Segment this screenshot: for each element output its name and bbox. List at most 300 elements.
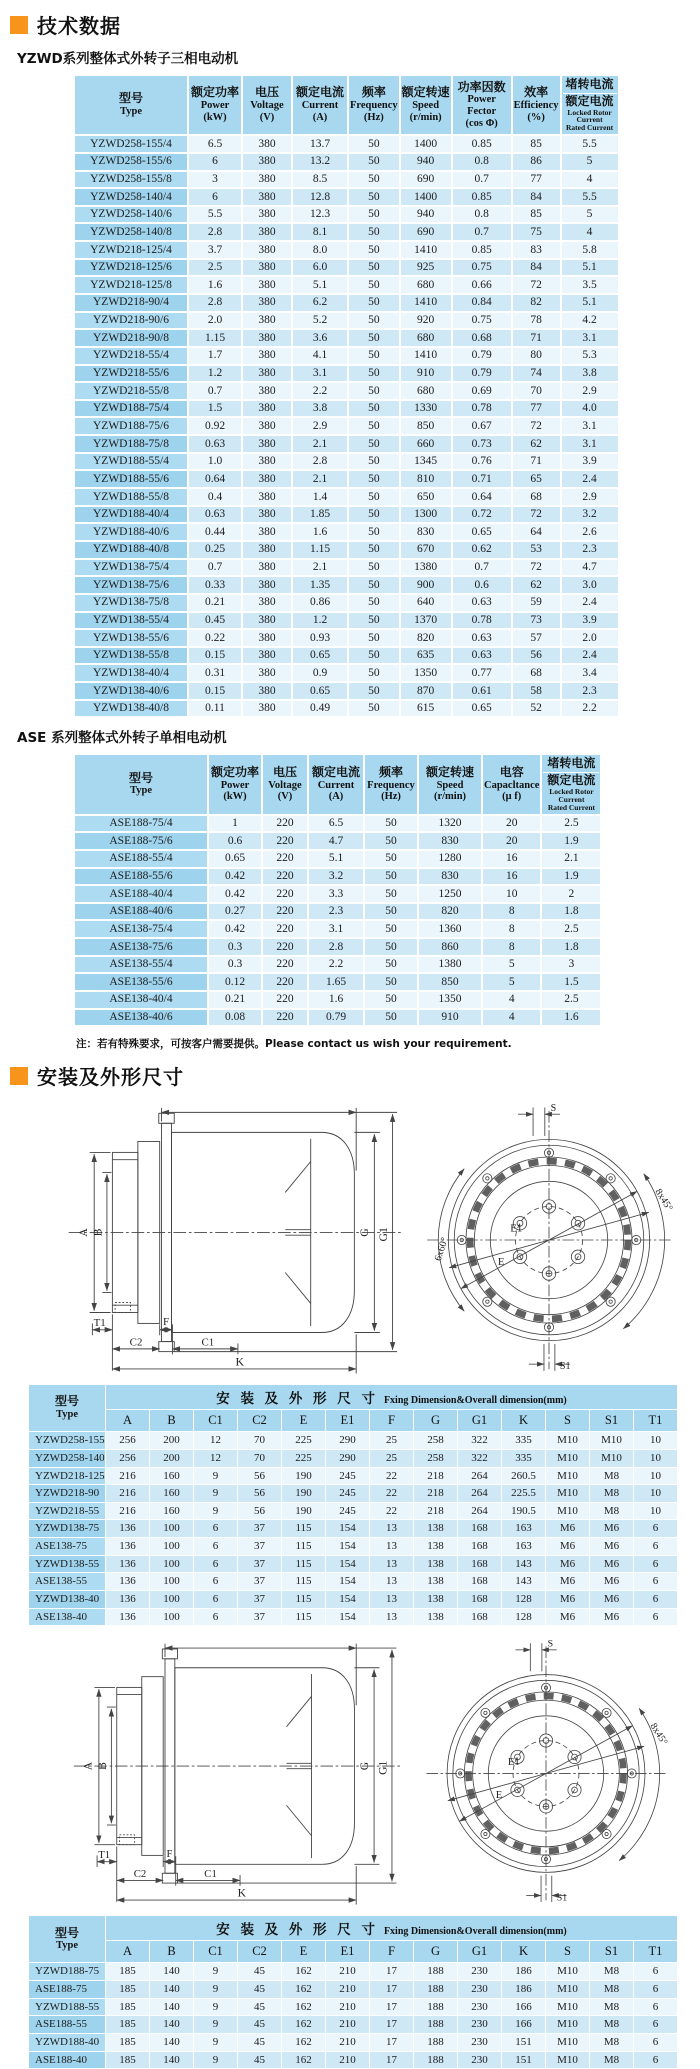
- value-cell: 50: [349, 401, 399, 417]
- value-cell: 264: [458, 1485, 501, 1502]
- value-cell: 2.3: [309, 904, 363, 920]
- type-cell: YZWD138-40/4: [75, 665, 187, 681]
- table-row: [29, 1999, 677, 2016]
- value-cell: 83: [513, 242, 560, 258]
- value-cell: 57: [513, 630, 560, 646]
- value-cell: 25: [370, 1450, 413, 1467]
- value-cell: 0.78: [453, 401, 511, 417]
- value-cell: 37: [238, 1556, 281, 1573]
- value-cell: 380: [243, 524, 291, 540]
- value-cell: 160: [150, 1503, 193, 1520]
- section-dimensions: [10, 1061, 700, 1090]
- value-cell: M10: [546, 1432, 589, 1449]
- value-cell: 0.64: [189, 471, 241, 487]
- value-cell: 220: [263, 974, 307, 990]
- type-cell: ASE188-40/4: [75, 886, 207, 902]
- section-title: 技术数据: [37, 14, 121, 38]
- value-cell: M6: [590, 1573, 633, 1590]
- value-cell: 9: [194, 2034, 237, 2051]
- value-cell: 2.1: [293, 471, 347, 487]
- col-header-type: 型号 Type: [75, 76, 187, 134]
- value-cell: 0.44: [189, 524, 241, 540]
- value-cell: 380: [243, 507, 291, 523]
- col-header-frequency: 频率 Frequency (Hz): [365, 755, 417, 813]
- value-cell: 1.4: [293, 489, 347, 505]
- value-cell: 45: [238, 1963, 281, 1980]
- type-cell: YZWD138-55: [29, 1556, 105, 1573]
- table-row: [75, 436, 618, 452]
- value-cell: 5.1: [562, 295, 618, 311]
- type-cell: YZWD258-155/8: [75, 172, 187, 188]
- value-cell: 50: [349, 613, 399, 629]
- table-row: [75, 277, 618, 293]
- table-row: [75, 418, 618, 434]
- value-cell: 50: [349, 542, 399, 558]
- value-cell: 50: [349, 366, 399, 382]
- value-cell: 0.65: [453, 701, 511, 717]
- value-cell: 2.4: [562, 648, 618, 664]
- type-cell: ASE138-40/4: [75, 992, 207, 1008]
- value-cell: 380: [243, 665, 291, 681]
- value-cell: 380: [243, 172, 291, 188]
- value-cell: 100: [150, 1573, 193, 1590]
- value-cell: 290: [326, 1432, 369, 1449]
- ase-spec-table: [73, 753, 602, 1027]
- value-cell: 1.9: [542, 869, 600, 885]
- value-cell: 77: [513, 401, 560, 417]
- value-cell: M6: [590, 1591, 633, 1608]
- value-cell: 8.0: [293, 242, 347, 258]
- value-cell: 9: [194, 1503, 237, 1520]
- value-cell: 59: [513, 595, 560, 611]
- value-cell: 870: [401, 683, 451, 699]
- value-cell: 0.6: [453, 577, 511, 593]
- value-cell: 0.3: [209, 939, 261, 955]
- value-cell: 1.65: [309, 974, 363, 990]
- value-cell: 1.6: [189, 277, 241, 293]
- dimension-table-2: [28, 1915, 678, 2069]
- value-cell: 8.1: [293, 224, 347, 240]
- value-cell: 380: [243, 701, 291, 717]
- value-cell: 6: [634, 2016, 677, 2033]
- value-cell: 6: [634, 1538, 677, 1555]
- value-cell: 380: [243, 136, 291, 152]
- table-row: [75, 665, 618, 681]
- value-cell: 335: [502, 1450, 545, 1467]
- value-cell: 13: [370, 1573, 413, 1590]
- value-cell: 162: [282, 1981, 325, 1998]
- value-cell: 12: [194, 1450, 237, 1467]
- type-cell: YZWD188-40/6: [75, 524, 187, 540]
- table-row: [29, 2016, 677, 2033]
- value-cell: 50: [349, 189, 399, 205]
- value-cell: 0.85: [453, 189, 511, 205]
- value-cell: 1.2: [189, 366, 241, 382]
- type-cell: YZWD258-140/4: [75, 189, 187, 205]
- value-cell: 1.6: [309, 992, 363, 1008]
- value-cell: 50: [349, 507, 399, 523]
- value-cell: 3.1: [293, 366, 347, 382]
- value-cell: 5.5: [562, 136, 618, 152]
- type-cell: ASE138-75/4: [75, 921, 207, 937]
- type-cell: YZWD188-55/8: [75, 489, 187, 505]
- value-cell: 13.2: [293, 154, 347, 170]
- table-row: [75, 330, 618, 346]
- value-cell: 20: [483, 816, 540, 832]
- value-cell: M10: [590, 1432, 633, 1449]
- dim-label-6x60: 6x60°: [432, 1235, 451, 1263]
- value-cell: M6: [590, 1538, 633, 1555]
- value-cell: 3.6: [293, 330, 347, 346]
- value-cell: 2.5: [189, 260, 241, 276]
- value-cell: M10: [590, 1450, 633, 1467]
- value-cell: 140: [150, 2034, 193, 2051]
- table-row: [75, 869, 600, 885]
- value-cell: 84: [513, 260, 560, 276]
- table-row: [75, 886, 600, 902]
- dimension-drawing-2: [0, 1632, 700, 1909]
- value-cell: 12: [194, 1432, 237, 1449]
- value-cell: 5.8: [562, 242, 618, 258]
- value-cell: 50: [349, 348, 399, 364]
- type-cell: ASE188-75/4: [75, 816, 207, 832]
- value-cell: 77: [513, 172, 560, 188]
- value-cell: 220: [263, 921, 307, 937]
- type-cell: ASE188-75/6: [75, 833, 207, 849]
- value-cell: 1.85: [293, 507, 347, 523]
- type-cell: YZWD218-90/8: [75, 330, 187, 346]
- table-row: [29, 1468, 677, 1485]
- type-cell: YZWD218-55/6: [75, 366, 187, 382]
- value-cell: 162: [282, 2016, 325, 2033]
- value-cell: 2.1: [542, 851, 600, 867]
- value-cell: 190.5: [502, 1503, 545, 1520]
- value-cell: 50: [349, 701, 399, 717]
- value-cell: 185: [106, 1981, 149, 1998]
- value-cell: 0.75: [453, 313, 511, 329]
- value-cell: 0.63: [453, 648, 511, 664]
- value-cell: 37: [238, 1573, 281, 1590]
- value-cell: 185: [106, 1999, 149, 2016]
- value-cell: 6: [194, 1520, 237, 1537]
- type-cell: ASE188-55: [29, 2016, 105, 2033]
- value-cell: 2.2: [293, 383, 347, 399]
- value-cell: 50: [349, 665, 399, 681]
- value-cell: 0.85: [453, 136, 511, 152]
- value-cell: 1345: [401, 454, 451, 470]
- dim-col-header: G: [414, 1941, 457, 1962]
- value-cell: 0.63: [453, 595, 511, 611]
- value-cell: 56: [238, 1503, 281, 1520]
- value-cell: 0.79: [309, 1010, 363, 1026]
- value-cell: 1320: [419, 816, 481, 832]
- value-cell: 68: [513, 489, 560, 505]
- value-cell: 1.15: [293, 542, 347, 558]
- value-cell: 162: [282, 2052, 325, 2069]
- value-cell: 3: [542, 957, 600, 973]
- value-cell: 6: [634, 1609, 677, 1626]
- value-cell: 3.2: [562, 507, 618, 523]
- value-cell: 50: [365, 939, 417, 955]
- value-cell: 17: [370, 1981, 413, 1998]
- value-cell: 380: [243, 489, 291, 505]
- value-cell: 5.1: [293, 277, 347, 293]
- col-header-power: 额定功率 Power (kW): [209, 755, 261, 813]
- value-cell: 0.4: [189, 489, 241, 505]
- type-cell: YZWD138-75: [29, 1520, 105, 1537]
- value-cell: 143: [502, 1556, 545, 1573]
- value-cell: 1350: [419, 992, 481, 1008]
- value-cell: 50: [365, 904, 417, 920]
- value-cell: 220: [263, 851, 307, 867]
- value-cell: 615: [401, 701, 451, 717]
- value-cell: 56: [238, 1485, 281, 1502]
- value-cell: 0.12: [209, 974, 261, 990]
- value-cell: 0.63: [189, 507, 241, 523]
- value-cell: 640: [401, 595, 451, 611]
- value-cell: 380: [243, 260, 291, 276]
- value-cell: 136: [106, 1591, 149, 1608]
- value-cell: 56: [238, 1468, 281, 1485]
- value-cell: 140: [150, 2016, 193, 2033]
- table-row: [29, 1609, 677, 1626]
- value-cell: 1: [209, 816, 261, 832]
- value-cell: 188: [414, 2052, 457, 2069]
- value-cell: 188: [414, 2016, 457, 2033]
- type-cell: YZWD188-40: [29, 2034, 105, 2051]
- value-cell: 50: [349, 154, 399, 170]
- value-cell: 380: [243, 577, 291, 593]
- value-cell: 256: [106, 1450, 149, 1467]
- value-cell: 1380: [419, 957, 481, 973]
- value-cell: 1.0: [189, 454, 241, 470]
- dim-col-header: E1: [326, 1941, 369, 1962]
- value-cell: 225: [282, 1432, 325, 1449]
- value-cell: 0.15: [189, 683, 241, 699]
- dim-col-header: F: [370, 1941, 413, 1962]
- value-cell: 71: [513, 330, 560, 346]
- value-cell: 45: [238, 2052, 281, 2069]
- value-cell: 72: [513, 560, 560, 576]
- value-cell: 143: [502, 1573, 545, 1590]
- value-cell: 690: [401, 224, 451, 240]
- value-cell: 154: [326, 1609, 369, 1626]
- value-cell: 188: [414, 1999, 457, 2016]
- value-cell: 0.72: [453, 507, 511, 523]
- value-cell: 154: [326, 1520, 369, 1537]
- value-cell: 220: [263, 957, 307, 973]
- value-cell: 9: [194, 1468, 237, 1485]
- value-cell: 1280: [419, 851, 481, 867]
- value-cell: 2.5: [542, 816, 600, 832]
- dim-col-header: G1: [458, 1410, 501, 1431]
- value-cell: 245: [326, 1485, 369, 1502]
- section-title: 安装及外形尺寸: [37, 1065, 184, 1090]
- value-cell: 0.79: [453, 348, 511, 364]
- value-cell: 160: [150, 1468, 193, 1485]
- value-cell: 13.7: [293, 136, 347, 152]
- value-cell: 136: [106, 1609, 149, 1626]
- value-cell: 162: [282, 1999, 325, 2016]
- value-cell: 13: [370, 1556, 413, 1573]
- table-row: [29, 1520, 677, 1537]
- value-cell: 380: [243, 154, 291, 170]
- value-cell: 100: [150, 1556, 193, 1573]
- value-cell: 0.64: [453, 489, 511, 505]
- value-cell: 168: [458, 1556, 501, 1573]
- table-row: [75, 851, 600, 867]
- value-cell: 2.0: [562, 630, 618, 646]
- type-cell: ASE188-40: [29, 2052, 105, 2069]
- value-cell: 6: [189, 189, 241, 205]
- value-cell: 322: [458, 1432, 501, 1449]
- value-cell: 0.77: [453, 665, 511, 681]
- type-cell: YZWD188-55: [29, 1999, 105, 2016]
- value-cell: 2.3: [562, 683, 618, 699]
- type-cell: YZWD188-75: [29, 1963, 105, 1980]
- value-cell: 0.49: [293, 701, 347, 717]
- value-cell: 380: [243, 595, 291, 611]
- value-cell: 0.65: [209, 851, 261, 867]
- value-cell: 2.1: [293, 560, 347, 576]
- value-cell: M10: [546, 1468, 589, 1485]
- value-cell: 264: [458, 1503, 501, 1520]
- type-cell: YZWD138-55/4: [75, 613, 187, 629]
- value-cell: 138: [414, 1520, 457, 1537]
- value-cell: 16: [483, 851, 540, 867]
- value-cell: M10: [546, 1999, 589, 2016]
- value-cell: 0.15: [189, 648, 241, 664]
- value-cell: 3.7: [189, 242, 241, 258]
- value-cell: 0.86: [293, 595, 347, 611]
- table-row: [75, 471, 618, 487]
- value-cell: 154: [326, 1591, 369, 1608]
- value-cell: 0.45: [189, 613, 241, 629]
- value-cell: 72: [513, 277, 560, 293]
- value-cell: 380: [243, 613, 291, 629]
- value-cell: 50: [349, 207, 399, 223]
- value-cell: 64: [513, 524, 560, 540]
- value-cell: 166: [502, 2016, 545, 2033]
- value-cell: 1.8: [542, 904, 600, 920]
- value-cell: 3.8: [293, 401, 347, 417]
- col-header-speed: 额定转速 Speed (r/min): [401, 76, 451, 134]
- dim-col-header: S1: [590, 1410, 633, 1431]
- value-cell: 56: [513, 648, 560, 664]
- table-row: [75, 172, 618, 188]
- value-cell: 380: [243, 277, 291, 293]
- value-cell: 100: [150, 1538, 193, 1555]
- value-cell: 37: [238, 1609, 281, 1626]
- table-row: [75, 974, 600, 990]
- value-cell: 2.0: [189, 313, 241, 329]
- type-cell: ASE138-40: [29, 1609, 105, 1626]
- value-cell: 380: [243, 242, 291, 258]
- value-cell: M6: [546, 1591, 589, 1608]
- value-cell: 10: [634, 1432, 677, 1449]
- col-header-efficiency: 效率 Efficiency (%): [513, 76, 560, 134]
- table-row: [75, 613, 618, 629]
- value-cell: 75: [513, 224, 560, 240]
- value-cell: 140: [150, 1963, 193, 1980]
- value-cell: 4.2: [562, 313, 618, 329]
- value-cell: M8: [590, 1485, 633, 1502]
- value-cell: 140: [150, 1981, 193, 1998]
- table-row: [75, 401, 618, 417]
- value-cell: 0.62: [453, 542, 511, 558]
- value-cell: 50: [349, 454, 399, 470]
- value-cell: 25: [370, 1432, 413, 1449]
- dimension-drawing-1: [0, 1096, 700, 1378]
- value-cell: 8: [483, 921, 540, 937]
- value-cell: 0.79: [453, 366, 511, 382]
- value-cell: 635: [401, 648, 451, 664]
- value-cell: 50: [365, 992, 417, 1008]
- value-cell: 65: [513, 471, 560, 487]
- col-header-capacitance: 电容 Capacltance (μ f): [483, 755, 540, 813]
- value-cell: 0.8: [453, 207, 511, 223]
- value-cell: 2.8: [189, 224, 241, 240]
- value-cell: 258: [414, 1432, 457, 1449]
- type-cell: YZWD218-90/4: [75, 295, 187, 311]
- value-cell: 166: [502, 1999, 545, 2016]
- value-cell: 50: [349, 560, 399, 576]
- value-cell: 3.9: [562, 454, 618, 470]
- value-cell: M8: [590, 1963, 633, 1980]
- value-cell: 245: [326, 1503, 369, 1520]
- value-cell: 380: [243, 560, 291, 576]
- value-cell: 2.9: [562, 489, 618, 505]
- value-cell: 216: [106, 1468, 149, 1485]
- value-cell: 3: [189, 172, 241, 188]
- value-cell: 680: [401, 383, 451, 399]
- value-cell: 50: [365, 869, 417, 885]
- value-cell: 50: [349, 172, 399, 188]
- value-cell: M6: [546, 1573, 589, 1590]
- value-cell: 188: [414, 1981, 457, 1998]
- value-cell: 50: [349, 577, 399, 593]
- value-cell: M6: [590, 1520, 633, 1537]
- value-cell: 820: [419, 904, 481, 920]
- value-cell: 2.4: [562, 595, 618, 611]
- value-cell: 5.2: [293, 313, 347, 329]
- value-cell: 1400: [401, 189, 451, 205]
- value-cell: 70: [238, 1450, 281, 1467]
- value-cell: 6: [194, 1573, 237, 1590]
- value-cell: 115: [282, 1609, 325, 1626]
- table-row: [75, 921, 600, 937]
- value-cell: 1.9: [542, 833, 600, 849]
- type-cell: YZWD218-55/8: [75, 383, 187, 399]
- value-cell: 380: [243, 401, 291, 417]
- value-cell: 50: [349, 471, 399, 487]
- dim-col-header: T1: [634, 1410, 677, 1431]
- value-cell: 860: [419, 939, 481, 955]
- dim-col-header: A: [106, 1941, 149, 1962]
- value-cell: 910: [401, 366, 451, 382]
- value-cell: 380: [243, 313, 291, 329]
- value-cell: 258: [414, 1450, 457, 1467]
- value-cell: 5.5: [562, 189, 618, 205]
- value-cell: 3.0: [562, 577, 618, 593]
- table-row: [75, 683, 618, 699]
- value-cell: 50: [349, 313, 399, 329]
- value-cell: 2.2: [309, 957, 363, 973]
- orange-bullet-icon: [10, 16, 28, 34]
- value-cell: 80: [513, 348, 560, 364]
- col-header-speed: 额定转速 Speed (r/min): [419, 755, 481, 813]
- value-cell: 50: [349, 277, 399, 293]
